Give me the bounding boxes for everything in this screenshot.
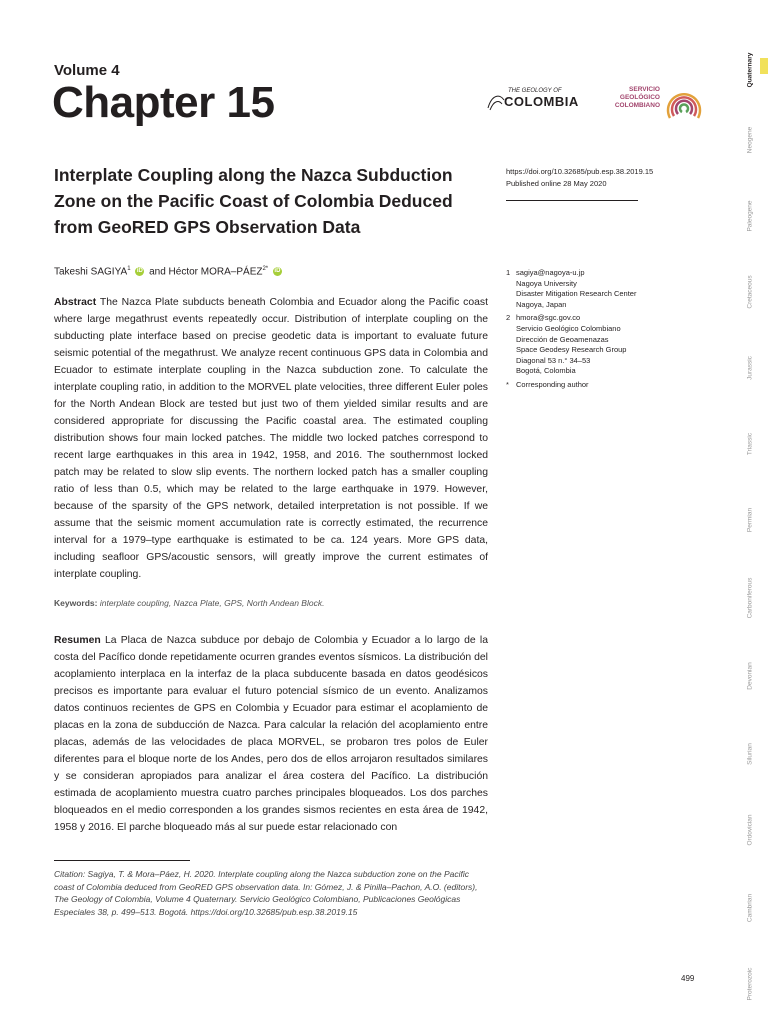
- keywords-line: [54, 598, 324, 608]
- geologic-period-nav: [736, 30, 764, 1024]
- nav-label: Silurian: [746, 743, 754, 765]
- abstract-paragraph: [54, 294, 488, 583]
- affiliation-number: 1: [506, 268, 511, 277]
- nav-label: Quaternary: [746, 52, 754, 88]
- author-2-sup: 2*: [262, 266, 269, 272]
- affiliation-line: Corresponding author: [516, 379, 589, 389]
- orcid-icon[interactable]: iD: [274, 268, 281, 275]
- nav-item-paleogene[interactable]: [736, 176, 764, 256]
- affiliation-number: *: [506, 379, 509, 389]
- affiliation-line: Dirección de Geoamenazas: [516, 334, 609, 344]
- keywords-text: interplate coupling, Nazca Plate, GPS, North Andean Block.: [99, 598, 325, 608]
- nav-item-triassic[interactable]: [736, 404, 764, 484]
- nav-item-permian[interactable]: [736, 480, 764, 560]
- affiliation-email[interactable]: sagiya@nagoya-u.jp: [516, 268, 585, 277]
- affiliation-line: Diagonal 53 n.° 34–53: [516, 355, 591, 365]
- affiliation-line: Bogotá, Colombia: [516, 366, 576, 376]
- nav-item-devonian[interactable]: [736, 636, 764, 716]
- affiliation-line: Space Geodesy Research Group: [516, 345, 627, 355]
- affiliation-email[interactable]: hmora@sgc.gov.co: [516, 313, 581, 323]
- affiliation-line: Nagoya, Japan: [516, 299, 567, 309]
- resumen-text: La Placa de Nazca subduce por debajo de Colombia y Ecuador a lo largo de la costa del Pacífico donde repetidamente ocurren grandes eventos sísmicos. La distribución del acoplamiento interplaca en la interfaz de la placa subducente basada en datos geodésicos precisos es importante para evaluar el futuro potencial sísmico de un evento. Analizamos datos continuos recientes de GPS en Colombia y Ecuador para estimar el acoplamiento de placas en la zona de subducción de Nazca. Para calcular la relación del acoplamiento entre placas, además de las velocidades de placa MORVEL, se probaron tres polos de Euler diferentes para el bloque norte de los Andes, pero dos de ellos arrojaron resultados similares y se consideran apropiados para analizar el área costera del Pacífico. La distribución estimada de acoplamiento muestra cuatro parches principales bloqueados. Los dos parches bloqueados en el medio corresponden a los grandes sismos recientes en esta área de 1942, 1958 y 2016. El parche bloqueado más al sur puede estar relacionado con: [54, 635, 488, 833]
- chapter-heading: Chapter 15: [52, 78, 275, 127]
- abstract-text: The Nazca Plate subducts beneath Colombia and Ecuador along the Pacific coast where large megathrust events repeatedly occur. Distribution of interplate coupling on the subducting plate interface based on precise geodetic data is important to evaluate future seismic potential of the megathrust. We analyze recent continuous GPS data in Colombia and Ecuador to estimate interplate coupling in the Nazca subduction zone. To calculate the interplate coupling ratio, in addition to the MORVEL plate velocities, three different Euler poles for the North Andean Block are tested but just two of them yielded similar results and are considered appropriate for discussing the Pacific coastal area. The estimated coupling distribution shows four main locked patches. The middle two locked patches correspond to recent large earthquakes in this area in 1942, 1958, and 2016. The southernmost locked patch may be related to slow slip events. The northern locked patch has a smaller coupling ratio of less than 0.5, which may be related to the large earthquake in 1979. However, because of the sparsity of the GPS network, detailed interpretation is not possible. If we assume that the seismic moment accumulation rate is correctly estimated, the recurrence interval for a 1979–type earthquake is estimated to be ca. 124 years. More GPS data, including seafloor GPS/acoustic sensors, will greatly improve the current estimates of interplate coupling.: [54, 297, 488, 580]
- authors-line: [54, 266, 284, 277]
- resumen-label: Resumen: [54, 635, 101, 646]
- author-2-name: and Héctor MORA–PÁEZ: [149, 266, 263, 278]
- sgc-logo-text: [615, 86, 660, 110]
- affiliation-item: [506, 380, 636, 391]
- nav-label: Permian: [746, 507, 754, 533]
- sgc-line1: SERVICIO: [629, 86, 660, 93]
- page-number: 499: [681, 974, 695, 983]
- citation-text: Citation: Sagiya, T. & Mora–Páez, H. 2020. Interplate coupling along the Nazca subduction zone on the Pacific coast of Colombia deduced from GeoRED GPS observation data. In: Gómez, J. & Pinilla–Pachon, A.O. (editors), The Geology of Colombia, Volume 4 Quaternary. Servicio Geológico Colombiano, Publicaciones Geológicas Especiales 38, p. 499–513. Bogotá. https://doi.org/10.32685/pub.esp.38.2019.15: [54, 869, 478, 917]
- orcid-icon[interactable]: iD: [136, 268, 143, 275]
- author-1-name: Takeshi SAGIYA: [54, 266, 128, 278]
- nav-item-proterozoic[interactable]: [736, 944, 764, 1024]
- nav-label: Devonian: [746, 662, 754, 690]
- nav-item-neogene[interactable]: [736, 100, 764, 180]
- sgc-line2: GEOLÓGICO: [619, 94, 660, 101]
- doi-divider: [506, 200, 638, 201]
- nav-item-cambrian[interactable]: [736, 868, 764, 948]
- publisher-logos: [486, 82, 706, 124]
- nav-label: Paleogene: [746, 200, 754, 232]
- nav-label: Ordovician: [746, 814, 754, 846]
- resumen-paragraph: [54, 632, 488, 836]
- affiliation-line: Disaster Mitigation Research Center: [516, 289, 637, 299]
- affiliation-number: 2: [506, 313, 511, 323]
- nav-item-carboniferous[interactable]: [736, 558, 764, 638]
- volume-label: Volume 4: [54, 62, 120, 79]
- published-date: Published online 28 May 2020: [506, 179, 607, 188]
- logo-geology-line2: COLOMBIA: [504, 94, 579, 109]
- nav-label: Neogene: [746, 126, 754, 154]
- article-title: Interplate Coupling along the Nazca Subduction Zone on the Pacific Coast of Colombia Deduced from GeoRED GPS Observation Data: [54, 165, 453, 237]
- nav-item-cretaceous[interactable]: [736, 252, 764, 332]
- sgc-logo: [604, 84, 704, 124]
- nav-label: Cretaceous: [746, 275, 754, 309]
- affiliation-line: Nagoya University: [516, 278, 577, 288]
- nav-item-silurian[interactable]: [736, 714, 764, 794]
- abstract-label: Abstract: [54, 297, 97, 308]
- nav-label: Proterozoic: [746, 967, 754, 1001]
- affiliations: [506, 268, 636, 394]
- nav-item-jurassic[interactable]: [736, 328, 764, 408]
- affiliation-item: [506, 268, 636, 310]
- nav-item-quaternary[interactable]: [736, 30, 764, 110]
- affiliation-item: [506, 313, 636, 377]
- nav-item-ordovician[interactable]: [736, 790, 764, 870]
- nav-label: Triassic: [746, 432, 754, 456]
- nav-label: Carboniferous: [746, 577, 754, 619]
- nav-label: Jurassic: [746, 356, 754, 380]
- doi-block: [506, 166, 653, 190]
- doi-link[interactable]: https://doi.org/10.32685/pub.esp.38.2019.15: [506, 167, 654, 176]
- logo-geology-line1: THE GEOLOGY OF: [508, 88, 562, 94]
- affiliation-line: Servicio Geológico Colombiano: [516, 323, 621, 333]
- keywords-label: Keywords:: [54, 598, 98, 608]
- compass-swirl-icon: [486, 90, 506, 114]
- author-1-sup: 1: [127, 266, 131, 272]
- sgc-line3: COLOMBIANO: [614, 102, 660, 109]
- nav-label: Cambrian: [746, 893, 754, 923]
- sgc-spiral-icon: [664, 84, 704, 124]
- citation-divider: [54, 860, 190, 861]
